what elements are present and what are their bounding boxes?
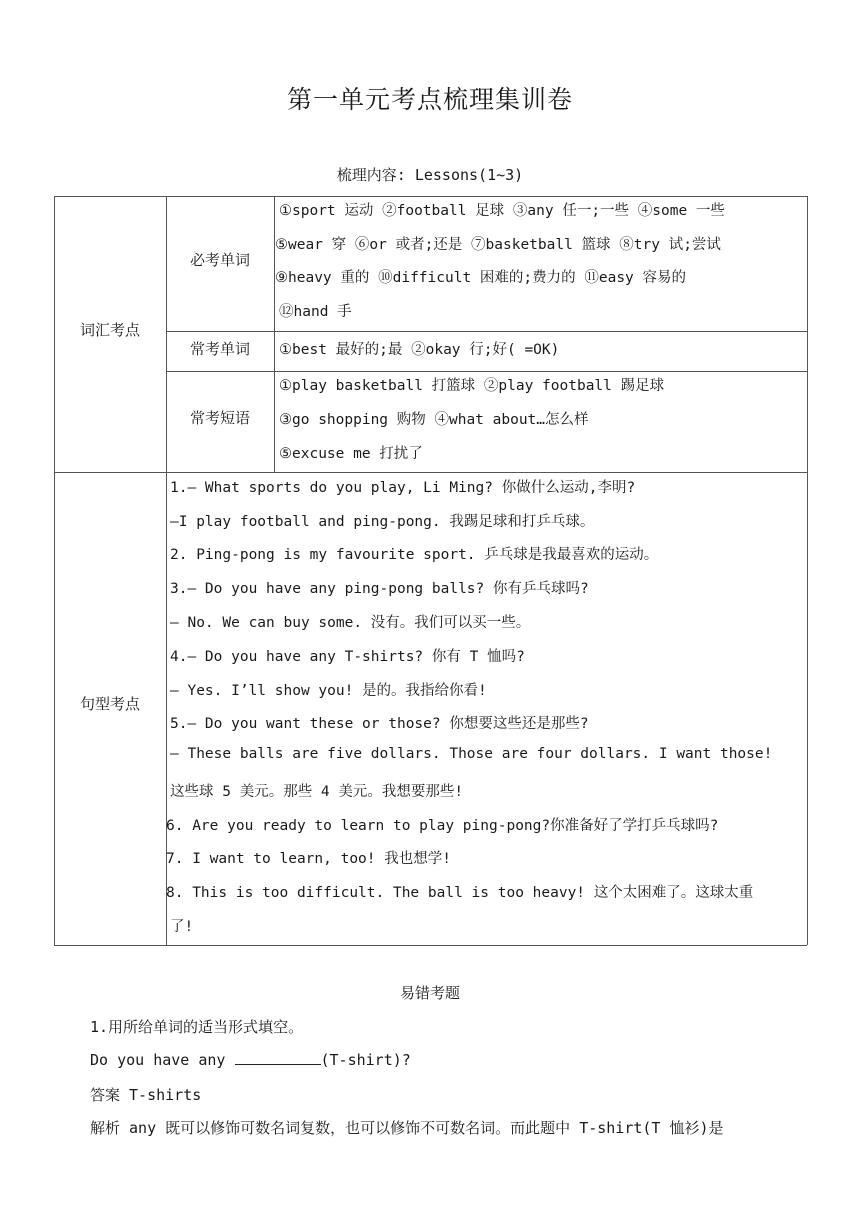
error-questions-heading: 易错考题 xyxy=(399,984,460,1002)
table-border-left xyxy=(54,196,55,945)
sentence-line: — No. We can buy some. 没有。我们可以买一些。 xyxy=(170,615,531,631)
sentence-line: 8. This is too difficult. The ball is too heavy! 这个太困难了。这球太重 xyxy=(166,885,754,901)
common-words-label: 常考单词 xyxy=(189,340,250,358)
sentence-line: 6. Are you ready to learn to play ping-pong?你准备好了学打乒乓球吗? xyxy=(166,818,719,834)
sentence-line: — These balls are five dollars. Those are four dollars. I want those! xyxy=(170,746,773,762)
question-sentence xyxy=(90,1050,411,1069)
sentence-line: 2. Ping-pong is my favourite sport. 乒乓球是我最喜欢的运动。 xyxy=(170,547,659,563)
question-instruction: 1.用所给单词的适当形式填空。 xyxy=(90,1018,304,1036)
required-words-label: 必考单词 xyxy=(189,251,250,269)
sentence-line: 这些球 5 美元。那些 4 美元。我想要那些! xyxy=(170,784,464,800)
required-words-line: ①sport 运动 ②football 足球 ③any 任一;一些 ④some 一些 xyxy=(279,203,725,219)
row-divider-2 xyxy=(166,371,807,372)
sentence-line: 7. I want to learn, too! 我也想学! xyxy=(166,851,451,867)
table-border-right xyxy=(807,196,808,945)
vocab-category-label: 词汇考点 xyxy=(79,321,140,339)
common-words-line: ①best 最好的;最 ②okay 行;好( =OK) xyxy=(279,342,560,358)
sentence-line: 了! xyxy=(170,919,194,935)
table-border-bottom xyxy=(54,945,807,946)
common-phrases-line: ⑤excuse me 打扰了 xyxy=(279,446,423,462)
sentence-line: 4.— Do you have any T-shirts? 你有 T 恤吗? xyxy=(170,649,525,665)
question-text-after: (T-shirt)? xyxy=(320,1051,411,1069)
row-divider-1 xyxy=(166,331,807,332)
sentence-line: 1.— What sports do you play, Li Ming? 你做什么运动,李明? xyxy=(170,480,636,496)
common-phrases-label: 常考短语 xyxy=(189,409,250,427)
analysis-text: 解析 any 既可以修饰可数名词复数，也可以修饰不可数名词。而此题中 T-shirt(T 恤衫)是 xyxy=(90,1119,724,1137)
common-phrases-line: ③go shopping 购物 ④what about…怎么样 xyxy=(279,412,589,428)
common-phrases-line: ①play basketball 打篮球 ②play football 踢足球 xyxy=(279,378,665,394)
required-words-line: ⑫hand 手 xyxy=(279,304,352,320)
page-subtitle: 梳理内容: Lessons(1~3) xyxy=(336,166,524,184)
page-title: 第一单元考点梳理集训卷 xyxy=(286,85,573,114)
sentence-line: 3.— Do you have any ping-pong balls? 你有乒乓球吗? xyxy=(170,581,589,597)
sentence-line: — Yes. I’ll show you! 是的。我指给你看! xyxy=(170,683,487,699)
question-text-before: Do you have any xyxy=(90,1051,235,1069)
sentences-category-label: 句型考点 xyxy=(79,695,140,713)
answer-text: 答案 T-shirts xyxy=(90,1086,202,1104)
sentence-line: —I play football and ping-pong. 我踢足球和打乒乓球。 xyxy=(170,514,595,530)
required-words-line: ⑤wear 穿 ⑥or 或者;还是 ⑦basketball 篮球 ⑧try 试;尝试 xyxy=(275,237,721,253)
required-words-line: ⑨heavy 重的 ⑩difficult 困难的;费力的 ⑪easy 容易的 xyxy=(275,270,687,286)
sentence-line: 5.— Do you want these or those? 你想要这些还是那些? xyxy=(170,716,589,732)
answer-blank[interactable] xyxy=(235,1050,321,1065)
